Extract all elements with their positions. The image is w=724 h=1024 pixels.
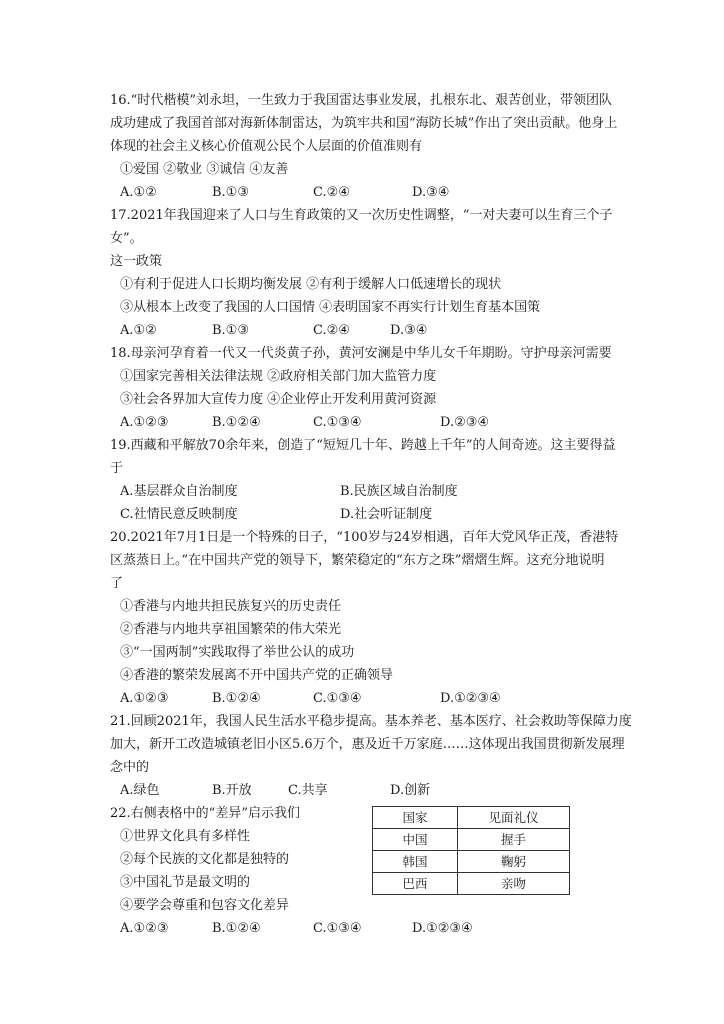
q20-choice-1: ①香港与内地共担民族复兴的历史责任 (120, 599, 342, 614)
q17-option-b: B.①③ (212, 323, 249, 338)
q19-option-d: D.社会听证制度 (340, 507, 433, 522)
q18-option-b: B.①②④ (212, 415, 261, 430)
q22-choice-1: ①世界文化具有多样性 (120, 829, 251, 844)
q17-line-3: 这一政策 (110, 254, 163, 269)
q20-option-b: B.①②④ (212, 691, 261, 706)
q17-choices-2: ③从根本上改变了我国的人口国情 ④表明国家不再实行计划生育基本国策 (120, 300, 541, 315)
q17-option-c: C.②④ (313, 323, 350, 338)
greeting-customs-table (372, 806, 570, 895)
q20-line-3: 了 (110, 576, 124, 591)
q21-option-b: B.开放 (212, 783, 252, 798)
q19-line-2: 于 (110, 461, 124, 476)
q17-line-1: 17.2021年我国迎来了人口与生育政策的又一次历史性调整，“一对夫妻可以生育三个子 (110, 208, 613, 223)
q18-choices-1: ①国家完善相关法律法规 ②政府相关部门加大监管力度 (120, 369, 437, 384)
q19-option-c: C.社情民意反映制度 (120, 507, 238, 522)
q18-option-c: C.①③④ (313, 415, 362, 430)
q20-line-1: 20.2021年7月1日是一个特殊的日子，“100岁与24岁相遇，百年大党风华正茂，香港特 (110, 530, 619, 545)
q16-line-2: 成功建成了我国首部对海新体制雷达，为筑牢共和国“海防长城”作出了突出贡献。他身上 (110, 116, 618, 131)
q22-option-b: B.①②④ (212, 921, 261, 936)
q19-option-b: B.民族区域自治制度 (340, 484, 458, 499)
q22-choice-2: ②每个民族的文化都是独特的 (120, 852, 290, 867)
table-header-row (373, 807, 570, 829)
q16-option-b: B.①③ (212, 185, 249, 200)
q21-line-1: 21.回顾2021年，我国人民生活水平稳步提高。基本养老、基本医疗、社会救助等保障力度 (110, 714, 632, 729)
q16-option-d: D.③④ (412, 185, 450, 200)
q22-option-c: C.①③④ (313, 921, 362, 936)
table-cell-country: 中国 (373, 829, 458, 851)
table-cell-greeting: 亲吻 (458, 873, 570, 895)
table-cell-greeting: 握手 (458, 829, 570, 851)
table-cell-greeting: 鞠躬 (458, 851, 570, 873)
q22-option-a: A.①②③ (120, 921, 169, 936)
q17-choices-1: ①有利于促进人口长期均衡发展 ②有利于缓解人口低速增长的现状 (120, 277, 502, 292)
q22-line-1: 22.右侧表格中的“差异”启示我们 (110, 806, 300, 821)
q18-line-1: 18.母亲河孕育着一代又一代炎黄子孙，黄河安澜是中华儿女千年期盼。守护母亲河需要 (110, 346, 612, 361)
q19-option-a: A.基层群众自治制度 (120, 484, 238, 499)
q19-line-1: 19.西藏和平解放70余年来，创造了“短短几十年、跨越上千年”的人间奇迹。这主要得益 (110, 438, 616, 453)
table-row (373, 851, 570, 873)
table-row (373, 873, 570, 895)
q21-option-d: D.创新 (390, 783, 431, 798)
q16-option-a: A.①② (120, 185, 157, 200)
q22-choice-4: ④要学会尊重和包容文化差异 (120, 898, 290, 913)
q17-option-d: D.③④ (390, 323, 428, 338)
q17-line-2: 女”。 (110, 231, 143, 246)
q20-option-d: D.①②③④ (440, 691, 501, 706)
q18-choices-2: ③社会各界加大宣传力度 ④企业停止开发利用黄河资源 (120, 392, 437, 407)
table-header-country: 国家 (373, 807, 458, 829)
table-row (373, 829, 570, 851)
q20-option-c: C.①③④ (313, 691, 362, 706)
q21-line-3: 念中的 (110, 760, 150, 775)
q21-option-c: C.共享 (288, 783, 328, 798)
table-cell-country: 韩国 (373, 851, 458, 873)
q22-choice-3: ③中国礼节是最文明的 (120, 875, 251, 890)
q21-option-a: A.绿色 (120, 783, 160, 798)
q20-line-2: 区蒸蒸日上。”在中国共产党的领导下，繁荣稳定的“东方之珠”熠熠生辉。这充分地说明 (110, 553, 605, 568)
table-header-greeting: 见面礼仪 (458, 807, 570, 829)
q18-option-d: D.②③④ (440, 415, 490, 430)
q16-line-1: 16.“时代楷模”刘永坦，一生致力于我国雷达事业发展，扎根东北、艰苦创业，带领团队 (110, 93, 612, 108)
q16-option-c: C.②④ (313, 185, 350, 200)
q22-option-d: D.①②③④ (412, 921, 473, 936)
q16-choices: ①爱国 ②敬业 ③诚信 ④友善 (120, 162, 289, 177)
q20-option-a: A.①②③ (120, 691, 169, 706)
q20-choice-2: ②香港与内地共享祖国繁荣的伟大荣光 (120, 622, 342, 637)
q17-option-a: A.①② (120, 323, 157, 338)
q21-line-2: 加大，新开工改造城镇老旧小区5.6万个，惠及近千万家庭……这体现出我国贯彻新发展理 (110, 737, 625, 752)
q18-option-a: A.①②③ (120, 415, 169, 430)
table-cell-country: 巴西 (373, 873, 458, 895)
q20-choice-3: ③“一国两制”实践取得了举世公认的成功 (120, 645, 355, 660)
q16-line-3: 体现的社会主义核心价值观公民个人层面的价值准则有 (110, 139, 423, 154)
q20-choice-4: ④香港的繁荣发展离不开中国共产党的正确领导 (120, 668, 394, 683)
